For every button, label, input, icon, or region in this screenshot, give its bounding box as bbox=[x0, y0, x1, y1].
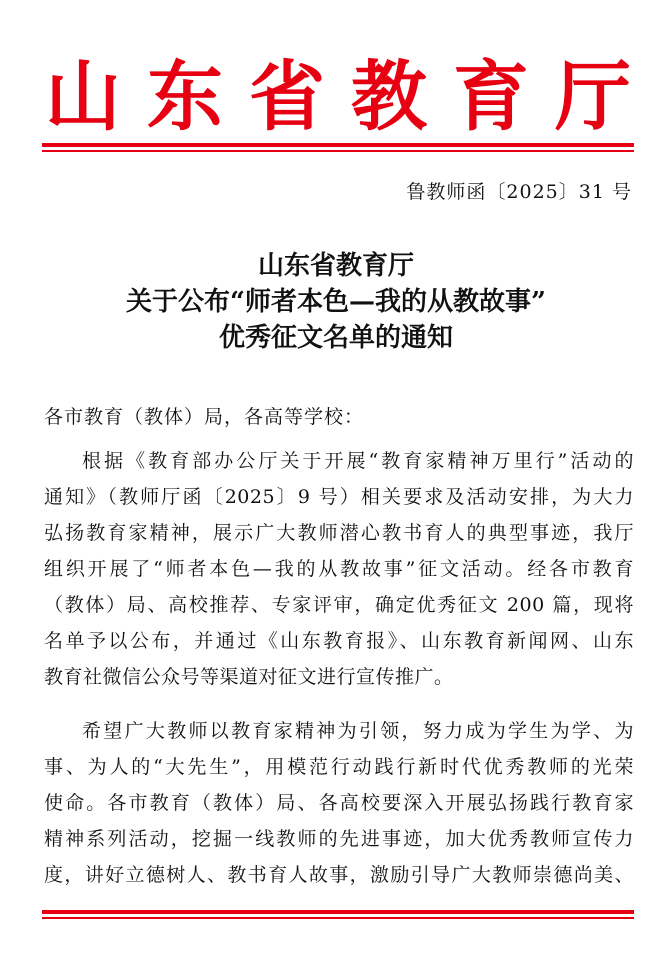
title-line: 山东省教育厅 bbox=[257, 251, 414, 281]
title-line: 优秀征文名单的通知 bbox=[218, 323, 453, 353]
document-title bbox=[0, 248, 672, 356]
paragraph-1-line: 组织开展了“师者本色—我的从教故事”征文活动。经各市教育 bbox=[44, 558, 634, 580]
masthead-char: 山 bbox=[45, 52, 121, 141]
masthead-char: 育 bbox=[453, 52, 529, 141]
masthead-rule-thin bbox=[42, 150, 634, 152]
masthead-org-name bbox=[42, 52, 634, 141]
footer-rule-thin bbox=[42, 917, 634, 919]
paragraph-1-line: 教育社微信公众号等渠道对征文进行宣传推广。 bbox=[44, 666, 454, 688]
masthead-char: 省 bbox=[249, 52, 325, 141]
paragraph-2-line: 精神系列活动，挖掘一线教师的先进事迹，加大优秀教师宣传力 bbox=[44, 828, 634, 850]
paragraph-1-line: 根据《教育部办公厅关于开展“教育家精神万里行”活动的 bbox=[82, 450, 634, 472]
paragraph-1-line: 通知》（教师厅函〔2025〕9 号）相关要求及活动安排，为大力 bbox=[44, 486, 634, 508]
paragraph-1-line: （教体）局、高校推荐、专家评审，确定优秀征文 200 篇，现将 bbox=[44, 594, 634, 616]
paragraph-1-line: 弘扬教育家精神，展示广大教师潜心教书育人的典型事迹，我厅 bbox=[44, 522, 634, 544]
paragraph-1-line: 名单予以公布，并通过《山东教育报》、山东教育新闻网、山东 bbox=[44, 630, 634, 652]
document-number: 鲁教师函〔2025〕31 号 bbox=[406, 181, 632, 203]
masthead-char: 教 bbox=[351, 52, 427, 141]
masthead-char: 厅 bbox=[555, 52, 631, 141]
masthead-rule-thick bbox=[42, 143, 634, 147]
paragraph-2-line: 使命。各市教育（教体）局、各高校要深入开展弘扬践行教育家 bbox=[44, 792, 634, 814]
salutation: 各市教育（教体）局，各高等学校： bbox=[44, 406, 365, 428]
title-line: 关于公布“师者本色—我的从教故事” bbox=[126, 287, 546, 317]
masthead-char: 东 bbox=[147, 52, 223, 141]
paragraph-2-line: 希望广大教师以教育家精神为引领，努力成为学生为学、为 bbox=[82, 720, 634, 742]
paragraph-2-line: 度，讲好立德树人、教书育人故事，激励引导广大教师崇德尚美、 bbox=[44, 864, 634, 886]
footer-rule-thick bbox=[42, 910, 634, 914]
paragraph-2-line: 事、为人的“大先生”，用模范行动践行新时代优秀教师的光荣 bbox=[44, 756, 634, 778]
